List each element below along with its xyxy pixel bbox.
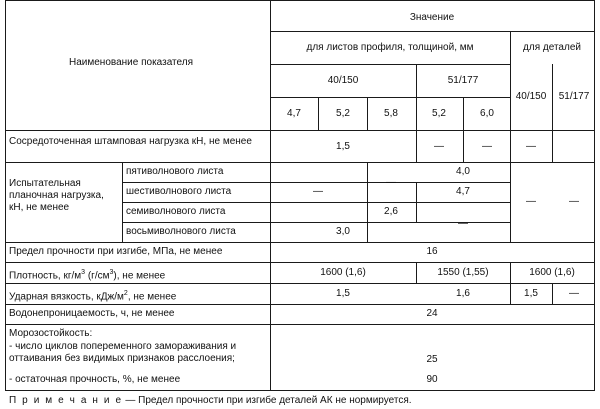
rule-sub2	[122, 202, 510, 203]
row-impact-dash: —	[569, 288, 579, 299]
row-density-sup: 3	[109, 269, 114, 276]
row-stamp-load-dash: —	[482, 141, 492, 152]
row-water-value: 24	[426, 308, 438, 319]
header-thickness: 5,2	[432, 108, 446, 119]
rule-parts-col-b	[510, 262, 511, 304]
row-density-sup: 3	[81, 269, 86, 276]
rule-left	[5, 0, 6, 390]
rule-thk-4b	[463, 130, 464, 162]
row-frost-item1: - число циклов попеременного замораживания и оттаивания без видимых признаков расслоения;	[9, 341, 237, 364]
row-test-load-value: 3,0	[336, 226, 350, 237]
row-test-load-dash: —	[386, 177, 396, 188]
row-density-value: 1600 (1,6)	[529, 267, 575, 278]
rule-thk-2	[367, 97, 368, 130]
rule-density-bottom	[5, 283, 595, 284]
row-impact-sup: 2	[123, 290, 128, 297]
header-parts-51-177: 51/177	[558, 91, 590, 102]
rule-sub1	[122, 182, 510, 183]
row-density-label-pre: Плотность, кг/м	[9, 270, 82, 282]
rule-sub-col	[122, 162, 123, 242]
table-note	[9, 395, 412, 407]
row-test-load-sub1: пятиволнового листа	[126, 166, 224, 177]
row-test-load-dash: —	[569, 196, 579, 207]
table-note-prefix: П р и м е ч а н и е	[9, 395, 123, 406]
header-parts-group: для деталей	[523, 42, 581, 53]
rule-water-bottom	[5, 324, 595, 325]
header-thickness: 5,2	[336, 108, 350, 119]
row-test-load-label: Испытательная планочная нагрузка, кН, не менее	[9, 178, 104, 213]
row-impact-value: 1,5	[524, 288, 538, 299]
row-stamp-load-value: 1,5	[336, 141, 350, 152]
header-thickness: 4,7	[287, 108, 301, 119]
row-bending-label: Предел прочности при изгибе, МПа, не менее	[9, 246, 223, 257]
row-test-load-value: 4,7	[456, 186, 470, 197]
header-parts-40-150: 40/150	[515, 91, 547, 102]
rule-impact-bottom	[5, 304, 595, 305]
rule-bending-bottom	[5, 262, 595, 263]
row-stamp-load-label: Сосредоточенная штамповая нагрузка кН, не менее	[9, 136, 252, 147]
row-test-load-sub3: семиволнового листа	[126, 206, 226, 217]
rule-testload-bottom	[5, 242, 595, 243]
row-impact-label	[9, 288, 176, 303]
rule-profile-col-b	[416, 182, 417, 222]
rule-profile-col	[416, 64, 417, 162]
row-test-load-value: 2,6	[384, 206, 398, 217]
row-impact-label-post: , не менее	[127, 291, 177, 303]
row-water-label: Водонепроницаемость, ч, не менее	[9, 308, 175, 319]
row-test-load-sub4: восьмиволнового листа	[126, 226, 236, 237]
row-density-value: 1550 (1,55)	[437, 267, 489, 278]
rule-parts-sub-col	[552, 64, 553, 162]
header-profile-40-150: 40/150	[327, 75, 359, 86]
row-frost-item2-value: 90	[426, 374, 438, 385]
row-test-load-dash: —	[313, 186, 323, 197]
header-thickness: 5,8	[384, 108, 398, 119]
row-test-load-dash: —	[526, 196, 536, 207]
row-impact-label-pre: Ударная вязкость, кДж/м	[9, 291, 124, 303]
rule-header-bottom	[5, 130, 595, 131]
row-impact-value: 1,6	[456, 288, 470, 299]
row-density-value: 1600 (1,6)	[320, 267, 366, 278]
header-sheets-group: для листов профиля, толщиной, мм	[306, 42, 474, 53]
row-impact-value: 1,5	[336, 288, 350, 299]
rule-profile-col-c	[416, 262, 417, 283]
row-test-load-sub2: шестиволнового листа	[126, 186, 232, 197]
row-frost-item1-value: 25	[426, 354, 438, 365]
header-thickness: 6,0	[480, 108, 494, 119]
rule-label-col	[270, 0, 271, 390]
row-test-load-dash: —	[458, 218, 468, 229]
rule-sub3	[122, 222, 510, 223]
row-stamp-load-dash: —	[526, 141, 536, 152]
rule-stamp-bottom	[5, 162, 595, 163]
row-density-label-post: ), не менее	[113, 270, 166, 282]
rule-top	[5, 0, 595, 1]
row-density-label-mid: (г/см	[85, 270, 110, 282]
rule-header-sub1	[270, 31, 595, 32]
header-profile-51-177: 51/177	[447, 75, 479, 86]
rule-right	[594, 0, 595, 390]
rule-parts-sub-col-b	[552, 283, 553, 304]
rule-thk-2b	[367, 162, 368, 242]
row-density-label	[9, 267, 165, 282]
rule-thk-4	[463, 97, 464, 130]
rule-thk-1	[318, 97, 319, 130]
rule-frost-bottom	[5, 390, 595, 391]
row-bending-value: 16	[426, 246, 438, 257]
rule-header-sub2	[270, 64, 510, 65]
rule-header-sub3	[270, 97, 510, 98]
row-frost-item2: - остаточная прочность, %, не менее	[9, 374, 181, 385]
row-frost-label: Морозостойкость:	[9, 328, 93, 339]
row-test-load-value: 4,0	[456, 166, 470, 177]
row-stamp-load-dash: —	[434, 141, 444, 152]
rule-parts-col	[510, 31, 511, 242]
table-note-text: — Предел прочности при изгибе деталей АК не нормируется.	[122, 395, 412, 406]
header-value: Значение	[409, 12, 455, 23]
header-param-name: Наименование показателя	[69, 57, 193, 68]
